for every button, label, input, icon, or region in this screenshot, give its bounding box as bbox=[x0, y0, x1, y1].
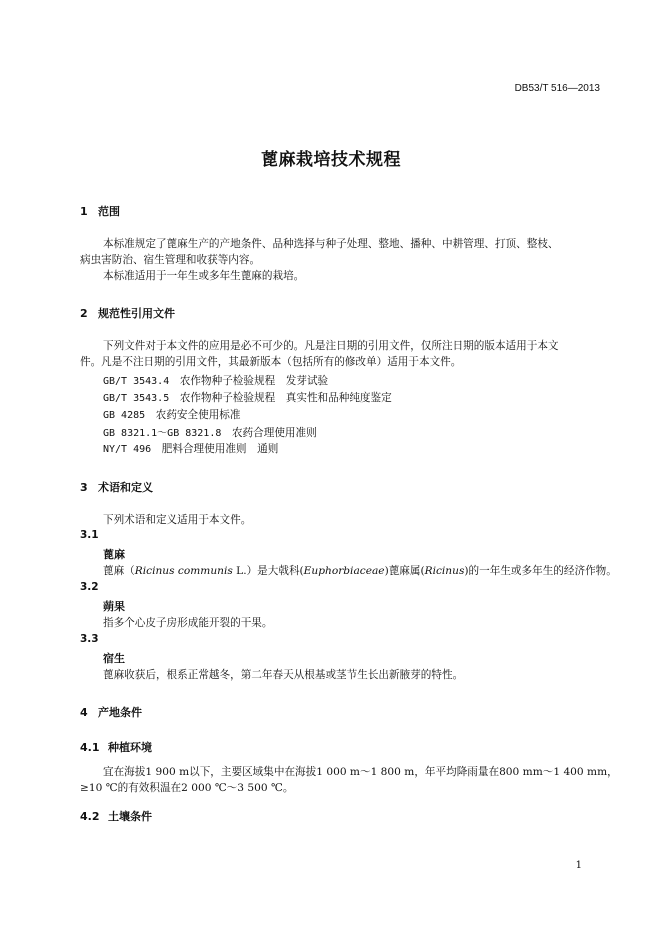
section-2-para-1-line-1: 下列文件对于本文件的应用是必不可少的。凡是注日期的引用文件，仅所注日期的版本适用于本文 bbox=[103, 340, 559, 352]
section-title: 术语和定义 bbox=[98, 481, 153, 494]
definition-text: L.）是大戟科( bbox=[232, 565, 304, 577]
reference-title: 农作物种子检验规程 真实性和品种纯度鉴定 bbox=[179, 392, 392, 404]
latin-name: Euphorbiaceae bbox=[303, 565, 385, 577]
reference-item bbox=[103, 424, 317, 440]
subsection-4-1-heading bbox=[80, 739, 152, 755]
reference-title: 农药合理使用准则 bbox=[231, 427, 317, 439]
standard-code: DB53/T 516—2013 bbox=[514, 83, 600, 94]
subsection-title: 土壤条件 bbox=[108, 810, 152, 823]
reference-title: 农作物种子检验规程 发芽试验 bbox=[179, 375, 329, 387]
section-3-intro: 下列术语和定义适用于本文件。 bbox=[103, 514, 252, 526]
term-definition: 指多个心皮子房形成能开裂的干果。 bbox=[103, 617, 273, 629]
reference-item bbox=[103, 441, 278, 456]
subsection-title: 种植环境 bbox=[108, 741, 152, 754]
subsection-number: 4.1 bbox=[80, 741, 100, 754]
section-number: 3 bbox=[80, 481, 88, 494]
section-number: 1 bbox=[80, 205, 88, 218]
latin-name: Ricinus bbox=[424, 565, 465, 577]
section-1-heading bbox=[80, 203, 120, 219]
reference-item bbox=[103, 373, 328, 388]
page-number: 1 bbox=[575, 860, 582, 871]
subsection-4-2-heading bbox=[80, 808, 152, 824]
section-4-heading bbox=[80, 704, 142, 720]
definition-text: )的一年生或多年生的经济作物。 bbox=[464, 565, 617, 577]
latin-name: Ricinus communis bbox=[134, 565, 233, 577]
reference-code: GB/T 3543.4 bbox=[103, 376, 170, 387]
reference-code: GB 8321.1～GB 8321.8 bbox=[103, 428, 222, 439]
section-title: 范围 bbox=[98, 205, 120, 218]
reference-title: 农药安全使用标准 bbox=[155, 409, 241, 421]
section-title: 产地条件 bbox=[98, 706, 142, 719]
subsection-4-1-line-1: 宜在海拔1 900 m以下，主要区域集中在海拔1 000 m～1 800 m，年平均降雨量在800 mm～1 400 mm， bbox=[103, 766, 618, 778]
term-name: 蓖麻 bbox=[103, 548, 125, 561]
section-2-heading bbox=[80, 305, 175, 321]
term-name: 宿生 bbox=[103, 652, 125, 665]
section-2-para-1-line-2: 件。凡是不注日期的引用文件，其最新版本（包括所有的修改单）适用于本文件。 bbox=[80, 356, 462, 368]
document-title: 蓖麻栽培技术规程 bbox=[261, 150, 401, 170]
definition-text: )蓖麻属( bbox=[384, 565, 425, 577]
definition-text: 蓖麻（ bbox=[103, 565, 135, 577]
subsection-4-1-line-2: ≥10 ℃的有效积温在2 000 ℃～3 500 ℃。 bbox=[80, 782, 294, 794]
term-definition bbox=[103, 563, 617, 578]
section-3-heading bbox=[80, 479, 153, 495]
reference-code: NY/T 496 bbox=[103, 444, 152, 455]
section-1-para-1-line-1: 本标准规定了蓖麻生产的产地条件、品种选择与种子处理、整地、播种、中耕管理、打顶、整枝、 bbox=[103, 238, 559, 250]
term-number: 3.3 bbox=[80, 633, 99, 645]
reference-item bbox=[103, 407, 241, 422]
section-number: 2 bbox=[80, 307, 88, 320]
subsection-number: 4.2 bbox=[80, 810, 100, 823]
reference-title: 肥料合理使用准则 通则 bbox=[161, 443, 279, 455]
term-name: 蒴果 bbox=[103, 600, 125, 613]
reference-item bbox=[103, 390, 392, 405]
term-number: 3.2 bbox=[80, 581, 99, 593]
term-number: 3.1 bbox=[80, 529, 99, 541]
section-title: 规范性引用文件 bbox=[98, 307, 175, 320]
term-definition: 蓖麻收获后，根系正常越冬，第二年春天从根基或茎节生长出新腋芽的特性。 bbox=[103, 669, 464, 681]
reference-code: GB/T 3543.5 bbox=[103, 393, 170, 404]
section-1-para-1-line-2: 病虫害防治、宿生管理和收获等内容。 bbox=[80, 254, 261, 266]
section-1-para-2: 本标准适用于一年生或多年生蓖麻的栽培。 bbox=[103, 270, 305, 282]
reference-code: GB 4285 bbox=[103, 410, 146, 421]
section-number: 4 bbox=[80, 706, 88, 719]
